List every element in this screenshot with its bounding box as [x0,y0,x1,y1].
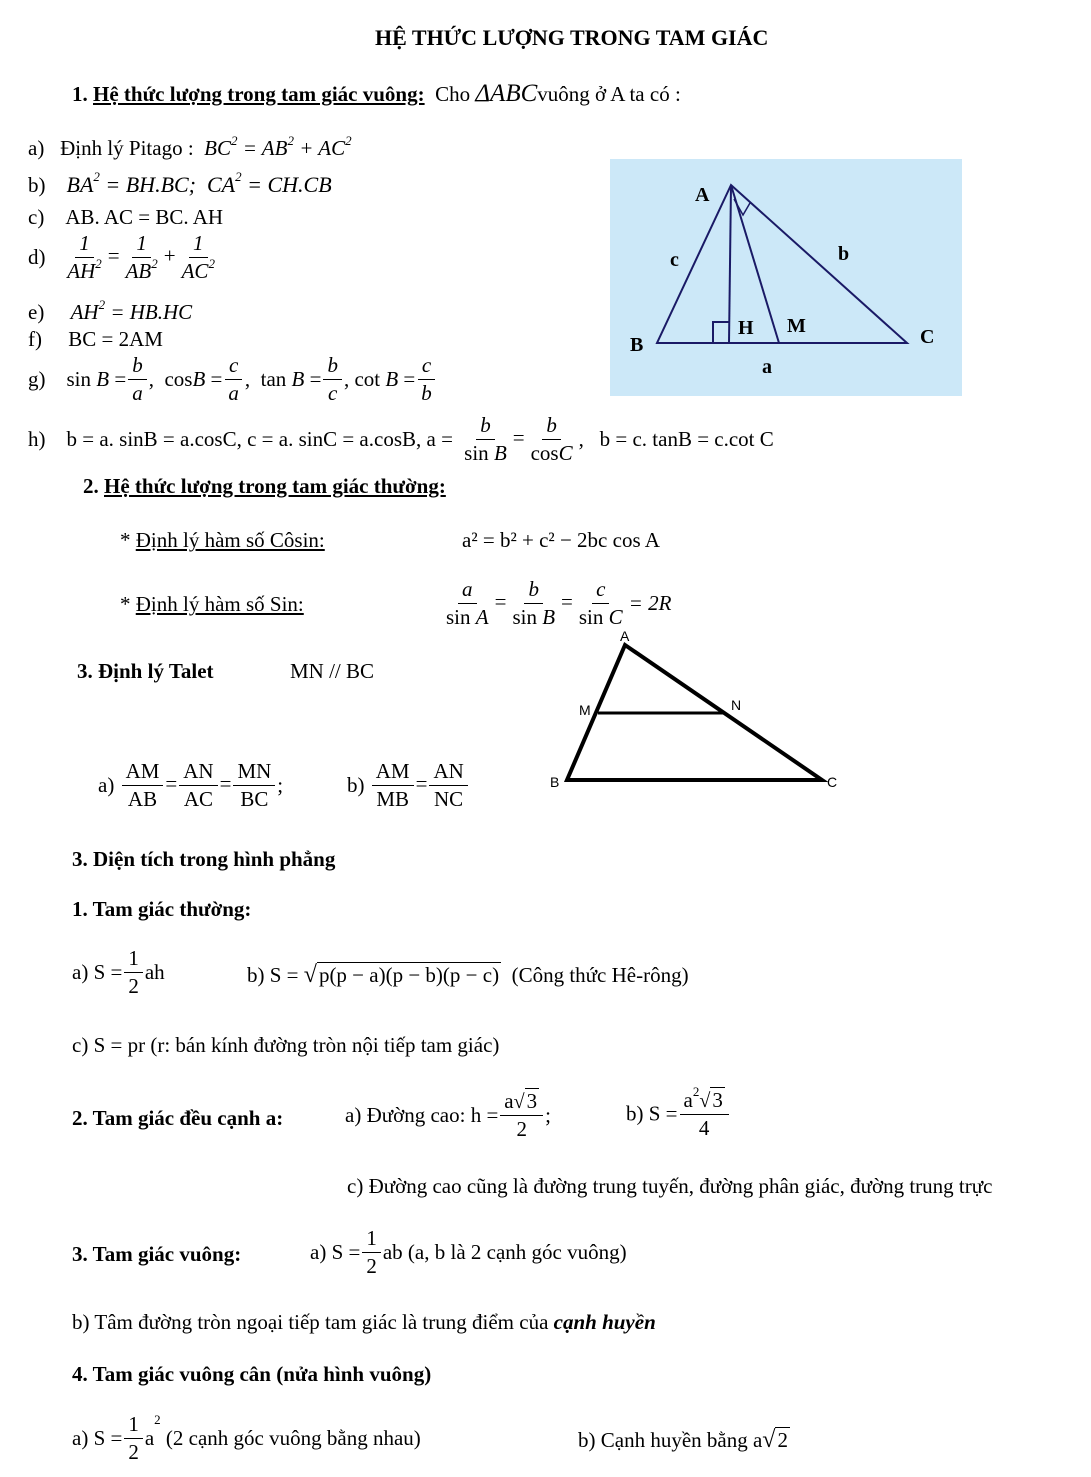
fig2-label-A: A [620,628,630,644]
fig2-label-B: B [550,774,560,790]
fig1-label-b: b [838,243,850,265]
fig2-label-C: C [827,774,838,790]
area-t2-b: b) S = $\frac{a^2√3}{4}$ [626,1088,731,1140]
cosine-law-label: * Định lý hàm số Côsin: [120,528,325,552]
right-triangle-figure [610,159,962,396]
area-t3-a: a) S = $\frac{1}{2}$ ab (a, b là 2 cạnh góc vuông) [310,1226,627,1279]
item-c: c) AB. AC = BC. AH [28,205,224,229]
item-h: h) b = a. sinB = a.cosC, c = a. sinC = a.cosB, a = $\frac{b}{\text{sin B}}$ = $\frac{b}{\cos C}$ , b = c. tanB = c.cot C [28,413,774,466]
fig1-label-C: C [920,326,935,348]
talet-relation: MN // BC [290,659,375,683]
area-t4-a: a) S = $\frac{1}{2}$ $a^2$ (2 cạnh góc vuông bằng nhau) [72,1411,421,1465]
area-heading: 3. Diện tích trong hình phẳng [72,847,336,871]
item-b: b) $BA^2 = BH.BC$; $CA^2 = CH.CB$ [28,169,332,197]
fig2-label-N: N [731,697,742,713]
area-t4-heading: 4. Tam giác vuông cân (nửa hình vuông) [72,1362,432,1386]
fig1-label-M: M [787,315,806,337]
fig1-label-a: a [762,356,772,378]
fig1-label-A: A [695,184,710,206]
area-t3-b: b) Tâm đường tròn ngoại tiếp tam giác là trung điểm của cạnh huyền [72,1310,656,1334]
sine-law-formula: $\frac{a}{\text{sin A}}$ = $\frac{b}{\text{sin B}}$ = $\frac{c}{\text{sin C}}$ = 2R [446,577,672,630]
cosine-law-formula: a² = b² + c² − 2bc cos A [462,528,660,552]
talet-heading: 3. Định lý Talet [77,659,214,683]
item-d: d) $\frac{1}{AH^2}$ = $\frac{1}{AB^2}$ + $\frac{1}{AC^2}$ [28,231,215,284]
page-title: HỆ THỨC LƯỢNG TRONG TAM GIÁC [375,25,769,50]
item-f: f) BC = 2AM [28,327,163,351]
section-1-heading: 1. Hệ thức lượng trong tam giác vuông: Cho ΔABCvuông ở A ta có : [72,80,681,107]
fig1-label-B: B [630,334,644,356]
area-t1-heading: 1. Tam giác thường: [72,897,252,921]
item-g: g) sin B = $\frac{b}{a}$ , cosB = $\frac{c}{a}$ , tan B = $\frac{b}{c}$ , cot B = $\frac{c}{b}$ [28,354,438,405]
talet-formula-a: a) $\frac{AM}{AB}$ = $\frac{AN}{AC}$ = $\frac{MN}{BC}$ ; [98,759,284,812]
fig1-label-H: H [738,317,754,339]
area-t1-a: a) S = $\frac{1}{2}$ ah [72,946,165,999]
sine-law-label: * Định lý hàm số Sin: [120,592,304,616]
item-e: e) $AH^2 = HB.HC$ [28,297,193,324]
talet-formula-b: b) $\frac{AM}{MB}$ = $\frac{AN}{NC}$ [347,760,470,811]
talet-triangle-figure [540,625,850,800]
section-2-heading: 2. Hệ thức lượng trong tam giác thường: [83,474,446,498]
area-t4-b: b) Cạnh huyền bằng a√2 [578,1427,788,1453]
section-1-title: Hệ thức lượng trong tam giác vuông: [93,82,425,106]
area-t2-heading: 2. Tam giác đều cạnh a: [72,1106,284,1130]
fig2-label-M: M [579,702,591,718]
area-t1-b: b) S = √p(p − a)(p − b)(p − c) (Công thức Hê-rông) [247,962,689,988]
fig1-label-c: c [670,249,679,271]
area-t2-c: c) Đường cao cũng là đường trung tuyến, đường phân giác, đường trung trực [347,1174,993,1198]
item-a: a) Định lý Pitago : $BC^2 = AB^2 + AC^2$ [28,133,352,160]
area-t1-c: c) S = pr (r: bán kính đường tròn nội tiếp tam giác) [72,1033,500,1057]
area-t3-heading: 3. Tam giác vuông: [72,1242,242,1266]
area-t2-a: a) Đường cao: h = $\frac{a√3}{2}$ ; [345,1089,551,1142]
